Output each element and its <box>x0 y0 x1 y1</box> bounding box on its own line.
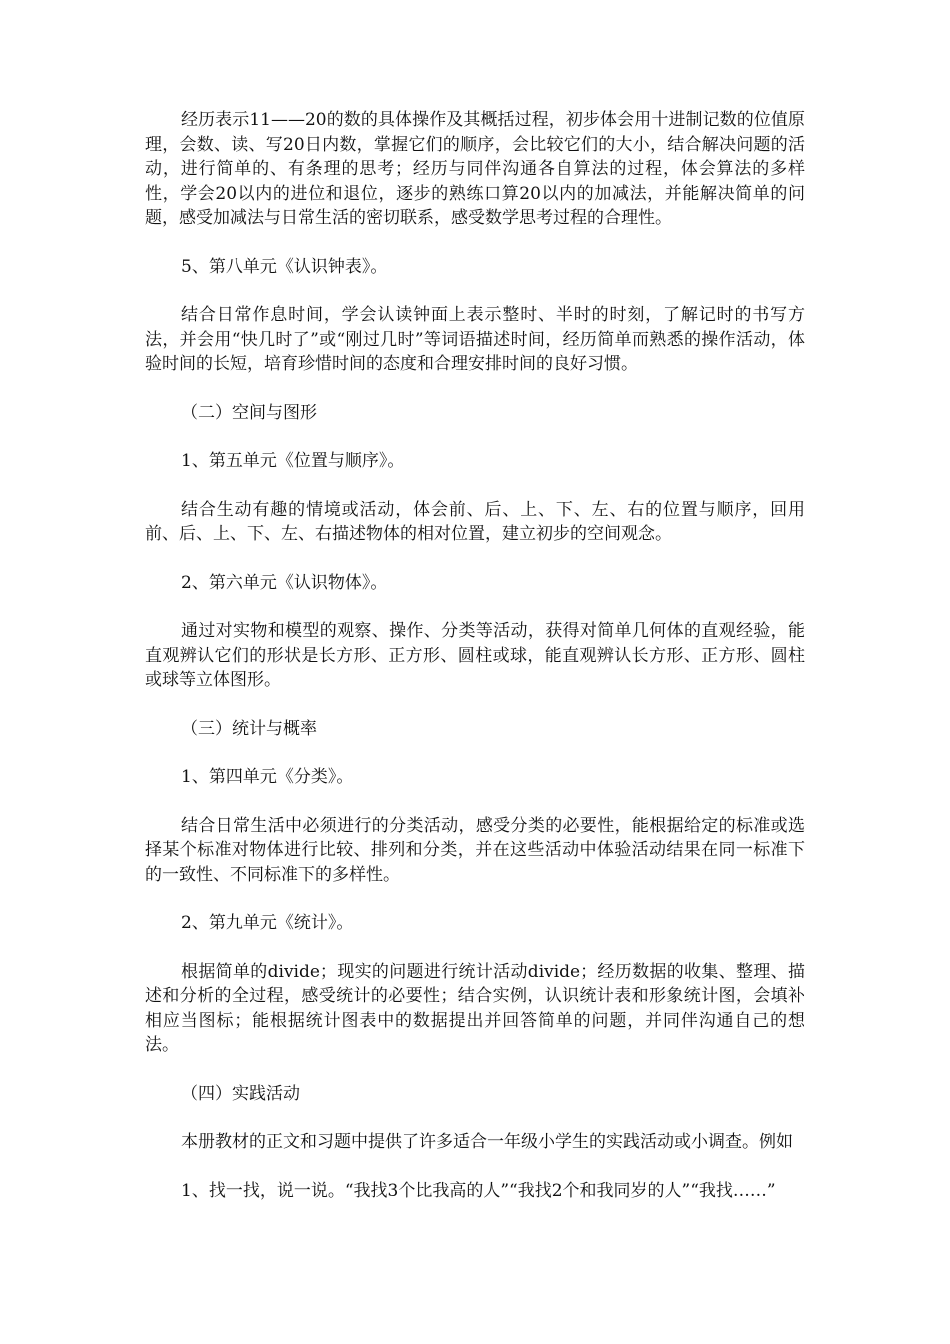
section-heading: （二）空间与图形 <box>181 402 317 423</box>
document-body <box>145 108 805 1227</box>
paragraph: 根据简单的divide；现实的问题进行统计活动divide；经历数据的收集、整理、描述和分析的全过程，感受统计的必要性；结合实例，认识统计表和形象统计图，会填补相应当图标；能根据统计图表中的数据提出并回答简单的问题，并同伴沟通自己的想法。 <box>145 961 805 1055</box>
section-heading: 1、第四单元《分类》。 <box>181 767 354 787</box>
paragraph: 结合日常生活中必须进行的分类活动，感受分类的必要性，能根据给定的标准或选择某个标准对物体进行比较、排列和分类，并在这些活动中体验活动结果在同一标准下的一致性、不同标准下的多样性。 <box>145 815 805 885</box>
section-heading: 5、第八单元《认识钟表》。 <box>181 256 388 277</box>
section-heading: 1、第五单元《位置与顺序》。 <box>181 451 405 471</box>
paragraph: 经历表示11——20的数的具体操作及其概括过程，初步体会用十进制记数的位值原理，会数、读、写20日内数，掌握它们的顺序，会比较它们的大小，结合解决问题的活动，进行简单的、有条理的思考；经历与同伴沟通各自算法的过程，体会算法的多样性，学会20以内的进位和退位，逐步的熟练口算20以内的加减法，并能解决简单的问题，感受加减法与日常生活的密切联系，感受数学思考过程的合理性。 <box>145 110 805 228</box>
section-heading: 2、第九单元《统计》。 <box>181 913 354 933</box>
paragraph: 通过对实物和模型的观察、操作、分类等活动，获得对简单几何体的直观经验，能直观辨认它们的形状是长方形、正方形、圆柱或球，能直观辨认长方形、正方形、圆柱或球等立体图形。 <box>145 621 805 690</box>
section-heading: 2、第六单元《认识物体》。 <box>181 572 388 593</box>
paragraph: 结合日常作息时间，学会认读钟面上表示整时、半时的时刻，了解记时的书写方法，并会用“快几时了”或“刚过几时”等词语描述时间，经历简单而熟悉的操作活动，体验时间的长短，培育珍惜时间的态度和合理安排时间的良好习惯。 <box>145 305 805 374</box>
paragraph: 1、找一找，说一说。“我找3个比我高的人”“我找2个和我同岁的人”“我找……” <box>181 1180 776 1201</box>
section-heading: （三）统计与概率 <box>181 718 317 739</box>
paragraph: 本册教材的正文和习题中提供了许多适合一年级小学生的实践活动或小调查。例如 <box>181 1132 793 1152</box>
section-heading: （四）实践活动 <box>181 1083 300 1104</box>
paragraph: 结合生动有趣的情境或活动，体会前、后、上、下、左、右的位置与顺序，回用前、后、上、下、左、右描述物体的相对位置，建立初步的空间观念。 <box>145 499 805 544</box>
